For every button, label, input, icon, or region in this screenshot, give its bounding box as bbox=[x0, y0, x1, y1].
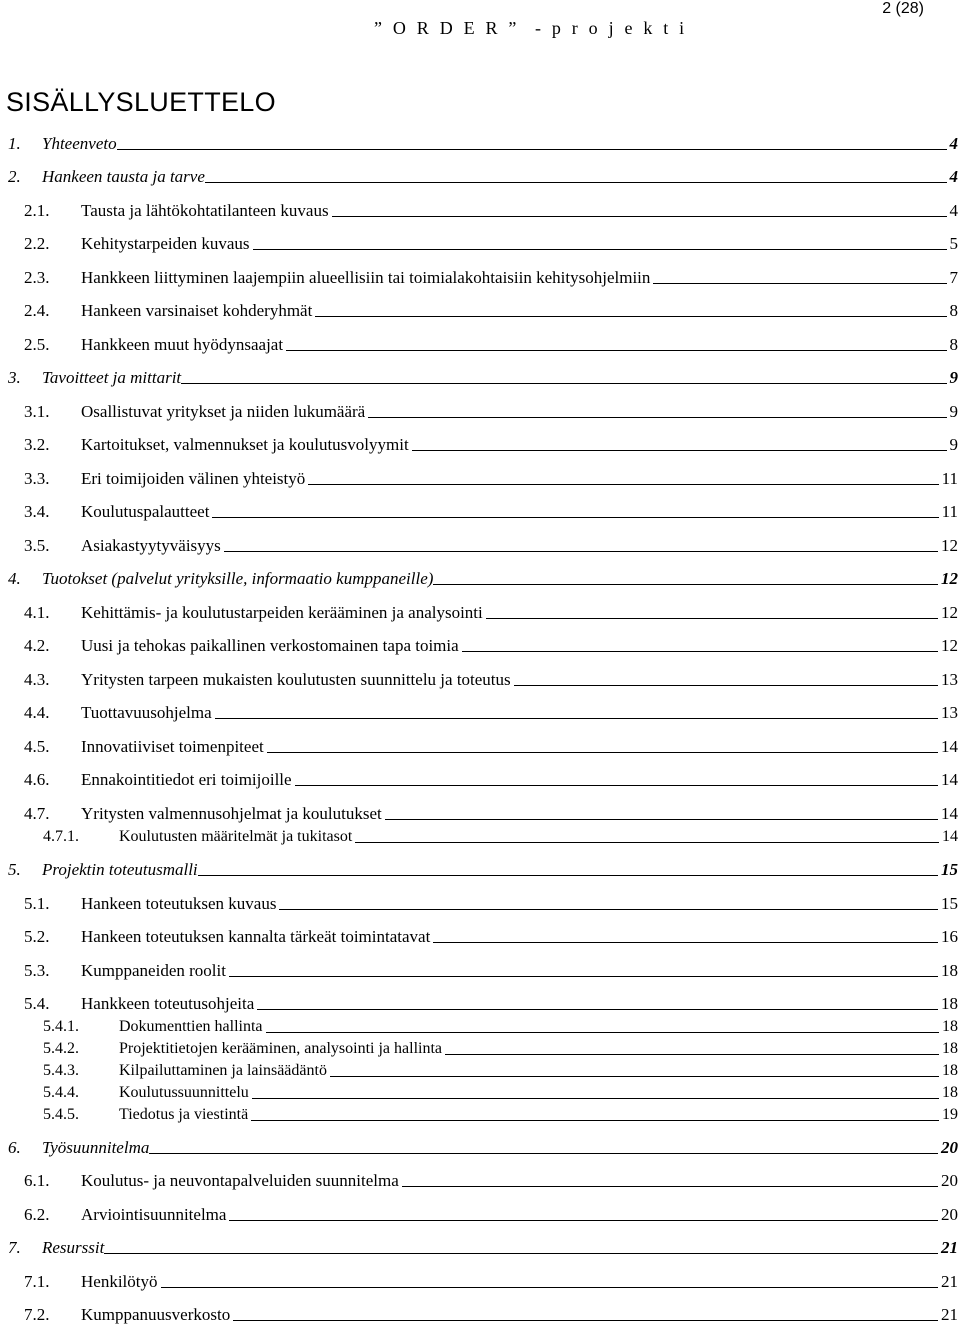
toc-entry-page: 18 bbox=[942, 1018, 958, 1035]
toc-entry-number: 6.2. bbox=[24, 1205, 50, 1224]
toc-entry-label: Kilpailuttaminen ja lainsäädäntö bbox=[119, 1062, 327, 1079]
toc-entry-label: Projektin toteutusmalli bbox=[42, 860, 198, 879]
toc-entry-page: 8 bbox=[949, 301, 958, 320]
toc-entry-label: Hankkeen liittyminen laajempiin alueellisiin tai toimialakohtaisiin kehitysohjelmiin bbox=[81, 268, 651, 287]
toc-entry-number: 4.2. bbox=[24, 636, 50, 655]
toc-entry[interactable] bbox=[0, 532, 960, 556]
toc-entry[interactable] bbox=[0, 1201, 960, 1225]
toc-entry-number: 5.4.3. bbox=[43, 1062, 79, 1079]
toc-entry[interactable] bbox=[0, 264, 960, 288]
toc-entry-label: Resurssit bbox=[42, 1238, 105, 1257]
toc-entry[interactable] bbox=[0, 699, 960, 723]
toc-entry[interactable] bbox=[0, 163, 960, 187]
toc-entry-number: 4. bbox=[8, 569, 21, 588]
toc-entry-page: 14 bbox=[941, 737, 958, 756]
toc-entry-label: Projektitietojen kerääminen, analysointi ja hallinta bbox=[119, 1040, 443, 1057]
toc-entry-page: 4 bbox=[949, 167, 958, 186]
toc-entry-number: 2.3. bbox=[24, 268, 50, 287]
toc-entry-number: 5.4.2. bbox=[43, 1040, 79, 1057]
toc-entry[interactable] bbox=[0, 1234, 960, 1258]
toc-entry[interactable] bbox=[0, 733, 960, 757]
toc-entry-page: 7 bbox=[949, 268, 958, 287]
toc-leader-line bbox=[257, 1009, 938, 1010]
toc-entry[interactable] bbox=[0, 800, 960, 824]
toc-entry-page: 21 bbox=[941, 1305, 958, 1324]
toc-entry-label: Osallistuvat yritykset ja niiden lukumäärä bbox=[81, 402, 366, 421]
toc-entry-page: 19 bbox=[942, 1106, 958, 1123]
toc-entry-number: 4.4. bbox=[24, 703, 50, 722]
toc-leader-line bbox=[433, 584, 938, 585]
toc-entry[interactable] bbox=[0, 990, 960, 1014]
toc-entry-page: 14 bbox=[942, 828, 958, 845]
toc-leader-line bbox=[252, 1098, 939, 1099]
toc-entry[interactable] bbox=[0, 1056, 960, 1080]
toc-leader-line bbox=[385, 819, 938, 820]
toc-entry-label: Tavoitteet ja mittarit bbox=[42, 368, 182, 387]
toc-entry-page: 13 bbox=[941, 703, 958, 722]
toc-entry-label: Hankeen toteutuksen kuvaus bbox=[81, 894, 277, 913]
toc-entry[interactable] bbox=[0, 856, 960, 880]
toc-entry[interactable] bbox=[0, 331, 960, 355]
toc-entry[interactable] bbox=[0, 364, 960, 388]
toc-entry-page: 21 bbox=[941, 1238, 958, 1257]
toc-entry-page: 13 bbox=[941, 670, 958, 689]
toc-entry-label: Tuottavuusohjelma bbox=[81, 703, 212, 722]
toc-leader-line bbox=[212, 517, 938, 518]
toc-entry-page: 4 bbox=[949, 201, 958, 220]
toc-entry[interactable] bbox=[0, 666, 960, 690]
toc-leader-line bbox=[315, 316, 946, 317]
toc-entry-label: Koulutusten määritelmät ja tukitasot bbox=[119, 828, 353, 845]
toc-entry-page: 20 bbox=[941, 1205, 958, 1224]
toc-entry-page: 18 bbox=[942, 1040, 958, 1057]
toc-entry-number: 5.4.4. bbox=[43, 1084, 79, 1101]
toc-entry-label: Hankeen tausta ja tarve bbox=[42, 167, 205, 186]
toc-entry-number: 4.3. bbox=[24, 670, 50, 689]
toc-entry-page: 18 bbox=[942, 1062, 958, 1079]
toc-leader-line bbox=[117, 149, 947, 150]
toc-entry-page: 12 bbox=[941, 636, 958, 655]
toc-leader-line bbox=[308, 484, 938, 485]
toc-leader-line bbox=[462, 651, 938, 652]
toc-entry-number: 2.5. bbox=[24, 335, 50, 354]
toc-entry-number: 4.6. bbox=[24, 770, 50, 789]
toc-entry-label: Eri toimijoiden välinen yhteistyö bbox=[81, 469, 306, 488]
toc-entry-label: Hankeen toteutuksen kannalta tärkeät toimintatavat bbox=[81, 927, 431, 946]
toc-leader-line bbox=[267, 752, 938, 753]
toc-leader-line bbox=[233, 1320, 938, 1321]
toc-leader-line bbox=[229, 976, 938, 977]
toc-entry[interactable] bbox=[0, 1012, 960, 1036]
toc-entry-label: Työsuunnitelma bbox=[42, 1138, 150, 1157]
toc-entry-number: 2.1. bbox=[24, 201, 50, 220]
toc-entry[interactable] bbox=[0, 599, 960, 623]
toc-leader-line bbox=[653, 283, 946, 284]
toc-entry-page: 4 bbox=[949, 134, 958, 153]
toc-entry-label: Kehittämis- ja koulutustarpeiden kerääminen ja analysointi bbox=[81, 603, 483, 622]
toc-leader-line bbox=[368, 417, 946, 418]
toc-entry[interactable] bbox=[0, 1134, 960, 1158]
toc-entry-page: 12 bbox=[941, 536, 958, 555]
toc-entry-label: Asiakastyytyväisyys bbox=[81, 536, 221, 555]
toc-entry-page: 12 bbox=[941, 569, 958, 588]
toc-entry[interactable] bbox=[0, 398, 960, 422]
toc-leader-line bbox=[198, 875, 938, 876]
toc-entry-label: Hankkeen muut hyödynsaajat bbox=[81, 335, 284, 354]
toc-entry-label: Dokumenttien hallinta bbox=[119, 1018, 263, 1035]
toc-leader-line bbox=[279, 909, 938, 910]
toc-entry-number: 5. bbox=[8, 860, 21, 879]
toc-leader-line bbox=[295, 785, 938, 786]
toc-entry[interactable] bbox=[0, 498, 960, 522]
page-number: 2 (28) bbox=[882, 0, 924, 17]
toc-leader-line bbox=[149, 1153, 938, 1154]
toc-leader-line bbox=[251, 1120, 939, 1121]
toc-leader-line bbox=[286, 350, 946, 351]
toc-entry[interactable] bbox=[0, 923, 960, 947]
toc-entry-label: Kumppaneiden roolit bbox=[81, 961, 226, 980]
toc-entry-number: 3.2. bbox=[24, 435, 50, 454]
toc-entry[interactable] bbox=[0, 431, 960, 455]
toc-entry-number: 4.7. bbox=[24, 804, 50, 823]
toc-entry-page: 18 bbox=[941, 961, 958, 980]
toc-entry-label: Kartoitukset, valmennukset ja koulutusvolyymit bbox=[81, 435, 409, 454]
toc-entry[interactable] bbox=[0, 957, 960, 981]
toc-leader-line bbox=[229, 1220, 938, 1221]
toc-entry-label: Uusi ja tehokas paikallinen verkostomainen tapa toimia bbox=[81, 636, 459, 655]
toc-entry-page: 15 bbox=[941, 860, 958, 879]
toc-entry-number: 4.7.1. bbox=[43, 828, 79, 845]
toc-entry-page: 14 bbox=[941, 804, 958, 823]
toc-entry-label: Tiedotus ja viestintä bbox=[119, 1106, 249, 1123]
toc-entry-number: 2.2. bbox=[24, 234, 50, 253]
toc-entry-page: 20 bbox=[941, 1138, 958, 1157]
toc-entry[interactable] bbox=[0, 297, 960, 321]
toc-entry-number: 2.4. bbox=[24, 301, 50, 320]
toc-entry-number: 3.3. bbox=[24, 469, 50, 488]
toc-leader-line bbox=[330, 1076, 939, 1077]
toc-entry-number: 6.1. bbox=[24, 1171, 50, 1190]
toc-entry-label: Koulutussuunnittelu bbox=[119, 1084, 249, 1101]
toc-entry-number: 7.1. bbox=[24, 1272, 50, 1291]
toc-leader-line bbox=[486, 618, 938, 619]
toc-entry-label: Koulutuspalautteet bbox=[81, 502, 210, 521]
toc-entry-number: 7.2. bbox=[24, 1305, 50, 1324]
toc-leader-line bbox=[215, 718, 938, 719]
toc-entry-page: 11 bbox=[941, 502, 958, 521]
toc-leader-line bbox=[514, 685, 938, 686]
toc-leader-line bbox=[181, 383, 946, 384]
toc-entry-page: 20 bbox=[941, 1171, 958, 1190]
toc-entry-label: Koulutus- ja neuvontapalveluiden suunnitelma bbox=[81, 1171, 399, 1190]
toc-entry-label: Innovatiiviset toimenpiteet bbox=[81, 737, 264, 756]
toc-entry[interactable] bbox=[0, 1268, 960, 1292]
toc-entry-page: 14 bbox=[941, 770, 958, 789]
toc-entry-number: 5.2. bbox=[24, 927, 50, 946]
toc-entry[interactable] bbox=[0, 632, 960, 656]
toc-entry-page: 9 bbox=[949, 402, 958, 421]
toc-entry[interactable] bbox=[0, 1167, 960, 1191]
toc-leader-line bbox=[445, 1054, 939, 1055]
toc-entry[interactable] bbox=[0, 766, 960, 790]
toc-entry[interactable] bbox=[0, 822, 960, 846]
toc-leader-line bbox=[205, 182, 947, 183]
toc-entry-label: Yhteenveto bbox=[42, 134, 117, 153]
toc-entry-number: 3. bbox=[8, 368, 21, 387]
toc-entry-number: 2. bbox=[8, 167, 21, 186]
page-title: SISÄLLYSLUETTELO bbox=[6, 87, 276, 117]
toc-entry[interactable] bbox=[0, 1100, 960, 1124]
toc-entry-page: 5 bbox=[949, 234, 958, 253]
toc-leader-line bbox=[412, 450, 947, 451]
toc-entry-number: 3.1. bbox=[24, 402, 50, 421]
toc-entry[interactable] bbox=[0, 565, 960, 589]
toc-entry-page: 21 bbox=[941, 1272, 958, 1291]
toc-entry-label: Ennakointitiedot eri toimijoille bbox=[81, 770, 292, 789]
toc-entry-page: 9 bbox=[949, 435, 958, 454]
toc-entry-number: 4.5. bbox=[24, 737, 50, 756]
toc-entry[interactable] bbox=[0, 1078, 960, 1102]
toc-leader-line bbox=[266, 1032, 939, 1033]
toc-entry-label: Tausta ja lähtökohtatilanteen kuvaus bbox=[81, 201, 329, 220]
toc-entry-number: 5.4.1. bbox=[43, 1018, 79, 1035]
toc-entry-number: 5.4.5. bbox=[43, 1106, 79, 1123]
toc-entry[interactable] bbox=[0, 465, 960, 489]
toc-entry[interactable] bbox=[0, 1034, 960, 1058]
toc-entry-page: 16 bbox=[941, 927, 958, 946]
toc-leader-line bbox=[332, 216, 947, 217]
toc-entry-label: Hankeen varsinaiset kohderyhmät bbox=[81, 301, 313, 320]
toc-entry-number: 5.4. bbox=[24, 994, 50, 1013]
toc-leader-line bbox=[402, 1186, 938, 1187]
toc-entry-number: 5.1. bbox=[24, 894, 50, 913]
toc-entry-page: 9 bbox=[949, 368, 958, 387]
toc-entry[interactable] bbox=[0, 1301, 960, 1325]
toc-leader-line bbox=[433, 942, 938, 943]
toc-entry-page: 12 bbox=[941, 603, 958, 622]
toc-entry-label: Henkilötyö bbox=[81, 1272, 158, 1291]
toc-leader-line bbox=[253, 249, 947, 250]
toc-leader-line bbox=[161, 1287, 939, 1288]
toc-entry-number: 5.3. bbox=[24, 961, 50, 980]
toc-entry-label: Arviointisuunnitelma bbox=[81, 1205, 227, 1224]
toc-entry-page: 15 bbox=[941, 894, 958, 913]
toc-entry-label: Kumppanuusverkosto bbox=[81, 1305, 231, 1324]
toc-entry-number: 3.5. bbox=[24, 536, 50, 555]
toc-entry-number: 4.1. bbox=[24, 603, 50, 622]
toc-entry-label: Yritysten tarpeen mukaisten koulutusten suunnittelu ja toteutus bbox=[81, 670, 511, 689]
toc-entry-page: 18 bbox=[941, 994, 958, 1013]
toc-entry-number: 1. bbox=[8, 134, 21, 153]
project-header: ” O R D E R ” - p r o j e k t i bbox=[374, 18, 688, 38]
toc-entry-number: 6. bbox=[8, 1138, 21, 1157]
toc-entry[interactable] bbox=[0, 890, 960, 914]
toc-entry-label: Kehitystarpeiden kuvaus bbox=[81, 234, 250, 253]
toc-entry-label: Yritysten valmennusohjelmat ja koulutukset bbox=[81, 804, 382, 823]
toc-entry-number: 7. bbox=[8, 1238, 21, 1257]
toc-leader-line bbox=[224, 551, 938, 552]
toc-entry-page: 11 bbox=[941, 469, 958, 488]
toc-entry-page: 8 bbox=[949, 335, 958, 354]
toc-leader-line bbox=[355, 842, 939, 843]
toc-entry-page: 18 bbox=[942, 1084, 958, 1101]
toc-entry-number: 3.4. bbox=[24, 502, 50, 521]
toc-leader-line bbox=[104, 1253, 938, 1254]
toc-entry[interactable] bbox=[0, 197, 960, 221]
toc-entry-label: Hankkeen toteutusohjeita bbox=[81, 994, 255, 1013]
toc-entry[interactable] bbox=[0, 230, 960, 254]
toc-entry[interactable] bbox=[0, 130, 960, 154]
toc-entry-label: Tuotokset (palvelut yrityksille, informaatio kumppaneille) bbox=[42, 569, 434, 588]
